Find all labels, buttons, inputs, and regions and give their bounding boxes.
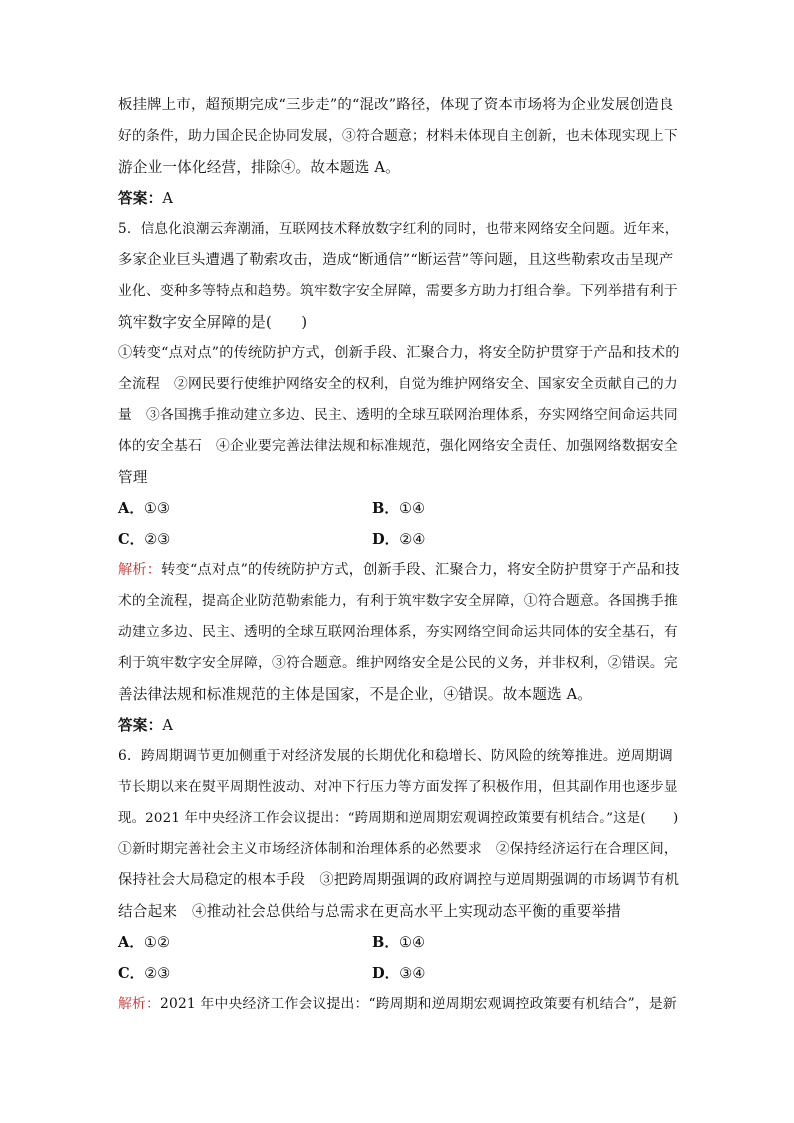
analysis-text: 转变“点对点”的传统防护方式，创新手段、汇聚合力，将安全防护贯穿于产品和技 xyxy=(161,562,680,578)
q5-options-row-2 xyxy=(118,524,680,555)
document-page xyxy=(118,90,680,1020)
option-letter: C． xyxy=(118,965,145,982)
option-letter: A． xyxy=(118,500,144,517)
option-letter: B． xyxy=(372,500,399,517)
q4-analysis-line-2: 好的条件，助力国企民企协同发展，③符合题意；材料未体现自主创新，也未体现实现上下 xyxy=(118,128,678,144)
option-text: ①④ xyxy=(398,500,426,517)
option-text: ①③ xyxy=(143,500,171,517)
q5-item-line-2: 全流程 ②网民要行使维护网络安全的权利，自觉为维护网络安全、国家安全贡献自己的力 xyxy=(118,376,678,392)
q6-analysis-line-1 xyxy=(118,989,680,1020)
q6-option-b[interactable] xyxy=(372,927,626,958)
q5-options-row-1 xyxy=(118,493,680,524)
q5-option-b[interactable] xyxy=(372,493,626,524)
q4-analysis-line-1: 板挂牌上市，超预期完成“三步走”的“混改”路径，体现了资本市场将为企业发展创造良 xyxy=(118,97,674,113)
answer-label: 答案： xyxy=(118,717,163,734)
option-text: ②④ xyxy=(399,531,426,548)
option-text: ①② xyxy=(143,934,171,951)
analysis-text: 2021 年中央经济工作会议提出：“跨周期和逆周期宏观调控政策要有机结合”，是新 xyxy=(160,996,677,1012)
q6-option-a[interactable] xyxy=(118,927,372,958)
option-letter: D． xyxy=(372,531,400,548)
answer-value: A xyxy=(162,190,174,207)
q5-option-c[interactable] xyxy=(118,524,372,555)
q6-item-line-2: 保持社会大局稳定的根本手段 ③把跨周期强调的政府调控与逆周期强调的市场调节有机 xyxy=(118,872,680,888)
q6-stem-line-3: 现。2021 年中央经济工作会议提出：“跨周期和逆周期宏观调控政策要有机结合。”这是( ) xyxy=(118,811,679,826)
q6-stem-line-1: 6．跨周期调节更加侧重于对经济发展的长期优化和稳增长、防风险的统筹推进。逆周期调 xyxy=(118,748,673,764)
analysis-label: 解析： xyxy=(118,562,162,578)
q5-stem-line-1: 5．信息化浪潮云奔潮涌，互联网技术释放数字红利的同时，也带来网络安全问题。近年来， xyxy=(118,221,679,237)
option-text: ①④ xyxy=(398,934,426,951)
q5-analysis-line-2: 术的全流程，提高企业防范勒索能力，有利于筑牢数字安全屏障，①符合题意。各国携手推 xyxy=(118,593,678,609)
option-text: ③④ xyxy=(399,965,426,982)
answer-value: A xyxy=(162,717,174,734)
q5-item-line-4: 体的安全基石 ④企业要完善法律法规和标准规范，强化网络安全责任、加强网络数据安全 xyxy=(118,438,678,454)
q5-answer xyxy=(118,710,680,741)
option-letter: C． xyxy=(118,531,145,548)
q5-stem-line-2: 多家企业巨头遭遇了勒索攻击，造成“断通信”“断运营”等问题，且这些勒索攻击呈现产 xyxy=(118,252,674,268)
q5-analysis-line-3: 动建立多边、民主、透明的全球互联网治理体系，夯实网络空间命运共同体的安全基石，有 xyxy=(118,624,678,640)
q5-analysis-line-1 xyxy=(118,555,680,586)
analysis-label: 解析： xyxy=(118,996,160,1012)
q5-item-line-3: 量 ③各国携手推动建立多边、民主、透明的全球互联网治理体系，夯实网络空间命运共同 xyxy=(118,407,678,423)
q6-stem-line-2: 节长期以来在熨平周期性波动、对冲下行压力等方面发挥了积极作用，但其副作用也逐步显 xyxy=(118,779,678,795)
option-letter: D． xyxy=(372,965,400,982)
q5-stem-line-4: 筑牢数字安全屏障的是( ) xyxy=(118,314,308,331)
option-letter: A． xyxy=(118,934,144,951)
option-text: ②③ xyxy=(144,531,171,548)
q6-option-c[interactable] xyxy=(118,958,372,989)
q5-stem-line-3: 业化、变种多等特点和趋势。筑牢数字安全屏障，需要多方助力打组合拳。下列举措有利于 xyxy=(118,283,678,299)
answer-label: 答案： xyxy=(118,190,163,207)
q6-options-row-1 xyxy=(118,927,680,958)
option-letter: B． xyxy=(372,934,399,951)
q5-analysis-line-5: 善法律法规和标准规范的主体是国家，不是企业，④错误。故本题选 A。 xyxy=(118,686,593,703)
q5-analysis-line-4: 利于筑牢数字安全屏障，③符合题意。维护网络安全是公民的义务，并非权利，②错误。完 xyxy=(118,655,678,671)
q5-option-d[interactable] xyxy=(372,524,626,555)
q4-answer xyxy=(118,183,680,214)
q5-item-line-5: 管理 xyxy=(118,469,148,486)
q5-option-a[interactable] xyxy=(118,493,372,524)
q6-item-line-1: ①新时期完善社会主义市场经济体制和治理体系的必然要求 ②保持经济运行在合理区间， xyxy=(118,841,678,857)
q5-item-line-1: ①转变“点对点”的传统防护方式，创新手段、汇聚合力，将安全防护贯穿于产品和技术的 xyxy=(118,345,680,361)
q6-item-line-3: 结合起来 ④推动社会总供给与总需求在更高水平上实现动态平衡的重要举措 xyxy=(118,903,621,920)
option-text: ②③ xyxy=(144,965,171,982)
q4-analysis-line-3: 游企业一体化经营，排除④。故本题选 A。 xyxy=(118,159,400,176)
q6-option-d[interactable] xyxy=(372,958,626,989)
q6-options-row-2 xyxy=(118,958,680,989)
